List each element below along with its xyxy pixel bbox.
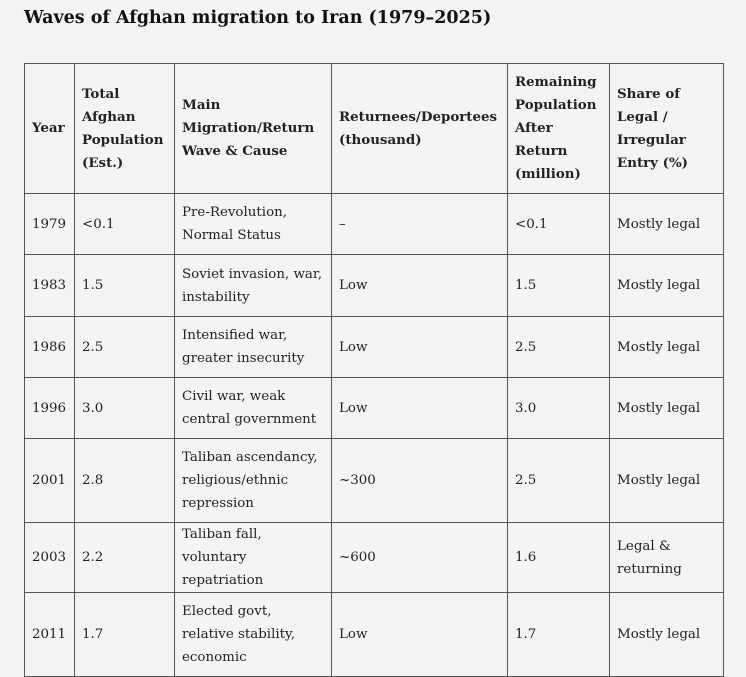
wave-cell: Taliban fall, voluntary repatriation — [175, 523, 332, 593]
wave-cell: Soviet invasion, war, instability — [175, 255, 332, 317]
column-header-remaining: Remaining Population After Return (million) — [508, 64, 610, 194]
column-header-returnees: Returnees/Deportees (thousand) — [332, 64, 508, 194]
returnees-cell: ~600 — [332, 523, 508, 593]
table-header-row — [25, 64, 724, 194]
year-cell: 1983 — [25, 255, 75, 317]
returnees-cell: ~300 — [332, 439, 508, 523]
year-cell: 1986 — [25, 317, 75, 378]
table-row — [25, 378, 724, 439]
table-row — [25, 255, 724, 317]
year-cell: 2003 — [25, 523, 75, 593]
population-cell: 1.7 — [75, 593, 175, 677]
table-row — [25, 523, 724, 593]
population-cell: 3.0 — [75, 378, 175, 439]
share-cell: Mostly legal — [610, 317, 724, 378]
wave-cell: Intensified war, greater insecurity — [175, 317, 332, 378]
population-cell: <0.1 — [75, 194, 175, 255]
remaining-cell: 1.7 — [508, 593, 610, 677]
share-cell: Mostly legal — [610, 194, 724, 255]
population-cell: 1.5 — [75, 255, 175, 317]
year-cell: 2011 — [25, 593, 75, 677]
population-cell: 2.2 — [75, 523, 175, 593]
returnees-cell: Low — [332, 317, 508, 378]
share-cell: Mostly legal — [610, 439, 724, 523]
wave-cell: Civil war, weak central government — [175, 378, 332, 439]
page-title: Waves of Afghan migration to Iran (1979–2025) — [24, 8, 492, 28]
returnees-cell: Low — [332, 593, 508, 677]
column-header-population: Total Afghan Population (Est.) — [75, 64, 175, 194]
wave-cell: Elected govt, relative stability, economic — [175, 593, 332, 677]
year-cell: 1996 — [25, 378, 75, 439]
table-row — [25, 317, 724, 378]
remaining-cell: 3.0 — [508, 378, 610, 439]
population-cell: 2.8 — [75, 439, 175, 523]
remaining-cell: 2.5 — [508, 317, 610, 378]
share-cell: Mostly legal — [610, 593, 724, 677]
returnees-cell: Low — [332, 255, 508, 317]
column-header-year: Year — [25, 64, 75, 194]
wave-cell: Pre-Revolution, Normal Status — [175, 194, 332, 255]
share-cell: Mostly legal — [610, 255, 724, 317]
table-row — [25, 194, 724, 255]
population-cell: 2.5 — [75, 317, 175, 378]
remaining-cell: <0.1 — [508, 194, 610, 255]
table-row — [25, 593, 724, 677]
table-row — [25, 439, 724, 523]
column-header-share: Share of Legal / Irregular Entry (%) — [610, 64, 724, 194]
migration-table — [24, 63, 724, 677]
share-cell: Mostly legal — [610, 378, 724, 439]
year-cell: 1979 — [25, 194, 75, 255]
remaining-cell: 2.5 — [508, 439, 610, 523]
returnees-cell: – — [332, 194, 508, 255]
share-cell: Legal & returning — [610, 523, 724, 593]
remaining-cell: 1.5 — [508, 255, 610, 317]
remaining-cell: 1.6 — [508, 523, 610, 593]
wave-cell: Taliban ascendancy, religious/ethnic repression — [175, 439, 332, 523]
returnees-cell: Low — [332, 378, 508, 439]
column-header-wave: Main Migration/Return Wave & Cause — [175, 64, 332, 194]
year-cell: 2001 — [25, 439, 75, 523]
